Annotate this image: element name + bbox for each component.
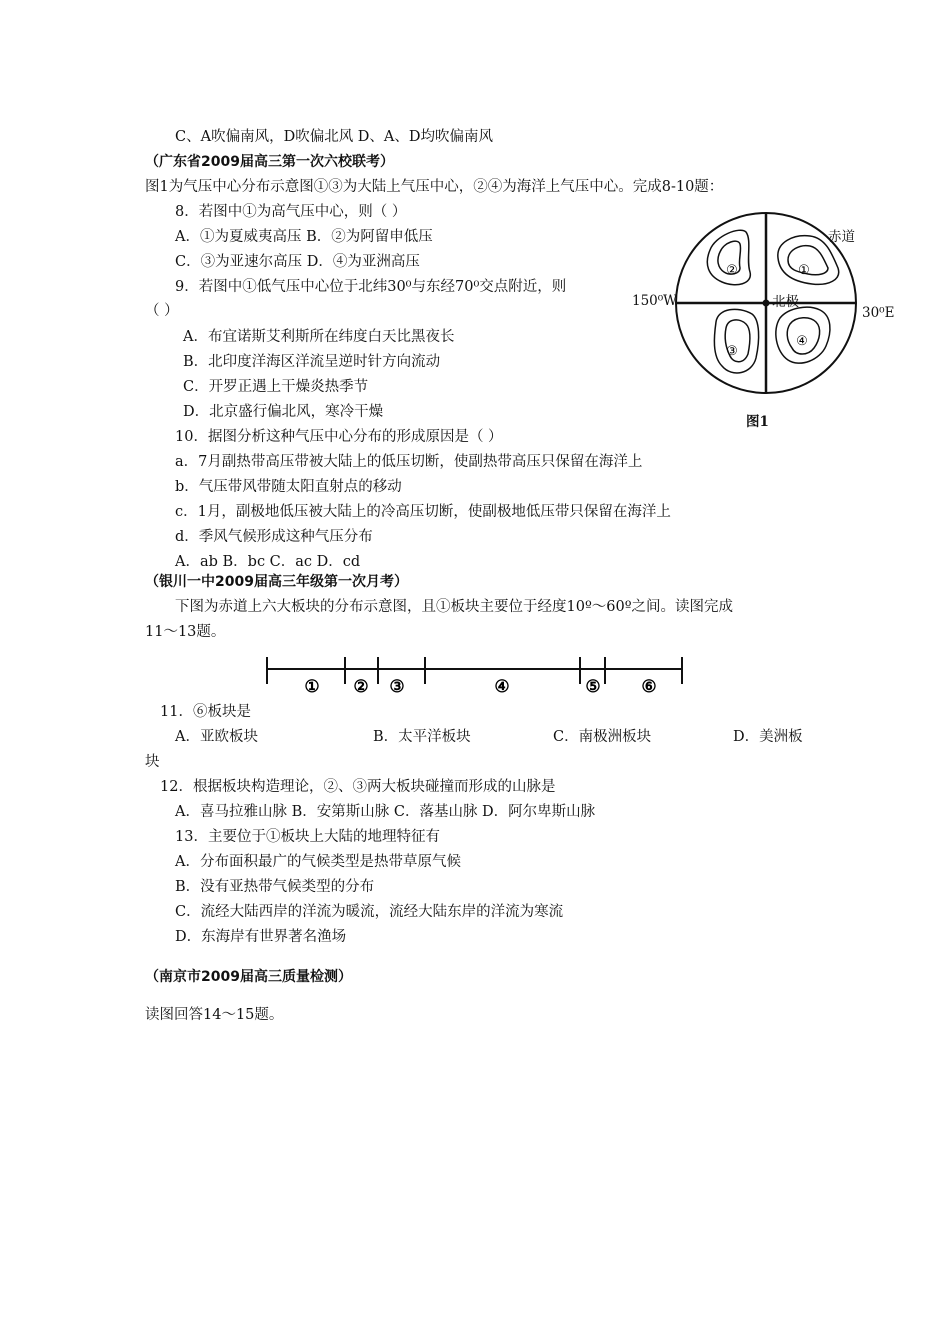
q9-option-c: C．开罗正遇上干燥炎热季节 bbox=[183, 379, 369, 395]
q9-option-b: B．北印度洋海区洋流呈逆时针方向流动 bbox=[183, 354, 441, 370]
pressure-center-3 bbox=[714, 309, 758, 373]
plate-label-6: ⑥ bbox=[641, 677, 657, 697]
q11-option-c: C．南极洲板块 bbox=[553, 729, 652, 745]
q12-stem: 12．根据板块构造理论，②、③两大板块碰撞而形成的山脉是 bbox=[160, 779, 556, 795]
plate-label-4: ④ bbox=[494, 677, 510, 697]
q11-option-d: D．美洲板 bbox=[733, 729, 803, 745]
q11-stem: 11．⑥板块是 bbox=[160, 704, 251, 720]
q10-stem: 10．据图分析这种气压中心分布的形成原因是（ ） bbox=[175, 429, 503, 445]
q8-stem: 8．若图中①为高气压中心，则（ ） bbox=[175, 204, 407, 220]
center-1-label: ① bbox=[798, 263, 810, 278]
q13-option-c: C．流经大陆西岸的洋流为暖流，流经大陆东岸的洋流为寒流 bbox=[175, 904, 564, 920]
q13-option-a: A．分布面积最广的气候类型是热带草原气候 bbox=[175, 854, 461, 870]
plate-label-2: ② bbox=[353, 677, 369, 697]
q10-options: A．ab B．bc C．ac D．cd bbox=[175, 554, 361, 570]
q11-option-a: A．亚欧板块 bbox=[175, 729, 258, 745]
plates-diagram bbox=[260, 652, 690, 698]
q8-options-cd: C．③为亚速尔高压 D．④为亚洲高压 bbox=[175, 254, 420, 270]
q13-stem: 13．主要位于①板块上大陆的地理特征有 bbox=[175, 829, 440, 845]
source-nanjing: （南京市2009届高三质量检测） bbox=[145, 969, 352, 985]
longitude-west-label: 150⁰W bbox=[632, 293, 678, 309]
plates-intro: 下图为赤道上六大板块的分布示意图，且①板块主要位于经度10º～60º之间。读图完成 bbox=[175, 599, 734, 615]
north-pole-dot bbox=[763, 300, 770, 307]
q13-option-b: B．没有亚热带气候类型的分布 bbox=[175, 879, 375, 895]
q9-option-a: A．布宜诺斯艾利斯所在纬度白天比黑夜长 bbox=[183, 329, 455, 345]
plate-label-5: ⑤ bbox=[585, 677, 601, 697]
q14-15-intro: 读图回答14～15题。 bbox=[145, 1007, 284, 1023]
plates-intro-cont: 11～13题。 bbox=[145, 624, 226, 640]
q8-options-ab: A．①为夏威夷高压 B．②为阿留申低压 bbox=[175, 229, 433, 245]
plate-label-1: ① bbox=[304, 677, 320, 697]
q11-option-d-cont: 块 bbox=[145, 754, 160, 770]
q13-option-d: D．东海岸有世界著名渔场 bbox=[175, 929, 347, 945]
q11-option-b: B．太平洋板块 bbox=[373, 729, 471, 745]
center-4-label: ④ bbox=[796, 334, 808, 349]
q12-options: A．喜马拉雅山脉 B．安第斯山脉 C．落基山脉 D．阿尔卑斯山脉 bbox=[175, 804, 596, 820]
north-pole-label: 北极 bbox=[772, 294, 799, 310]
source-yinchuan: （银川一中2009届高三年级第一次月考） bbox=[145, 574, 408, 590]
q9-paren: （ ） bbox=[145, 303, 179, 319]
source-guangdong: （广东省2009届高三第一次六校联考） bbox=[145, 154, 394, 170]
center-3-label: ③ bbox=[726, 344, 738, 359]
equator-label: 赤道 bbox=[828, 229, 855, 245]
q7-options-cd: C、A吹偏南风，D吹偏北风 D、A、D均吹偏南风 bbox=[175, 129, 494, 145]
longitude-east-label: 30⁰E bbox=[862, 305, 895, 321]
q10-item-c: c．1月，副极地低压被大陆上的冷高压切断，使副极地低压带只保留在海洋上 bbox=[175, 504, 671, 520]
q10-item-a: a．7月副热带高压带被大陆上的低压切断，使副热带高压只保留在海洋上 bbox=[175, 454, 643, 470]
plate-label-3: ③ bbox=[389, 677, 405, 697]
q10-item-d: d．季风气候形成这种气压分布 bbox=[175, 529, 373, 545]
q9-option-d: D．北京盛行偏北风，寒冷干燥 bbox=[183, 404, 384, 420]
q9-stem: 9．若图中①低气压中心位于北纬30⁰与东经70⁰交点附近，则 bbox=[175, 279, 567, 295]
figure1-caption: 图1 bbox=[746, 414, 769, 430]
fig1-intro: 图1为气压中心分布示意图①③为大陆上气压中心，②④为海洋上气压中心。完成8-10题： bbox=[145, 179, 724, 195]
center-2-label: ② bbox=[726, 263, 738, 278]
q10-item-b: b．气压带风带随太阳直射点的移动 bbox=[175, 479, 402, 495]
